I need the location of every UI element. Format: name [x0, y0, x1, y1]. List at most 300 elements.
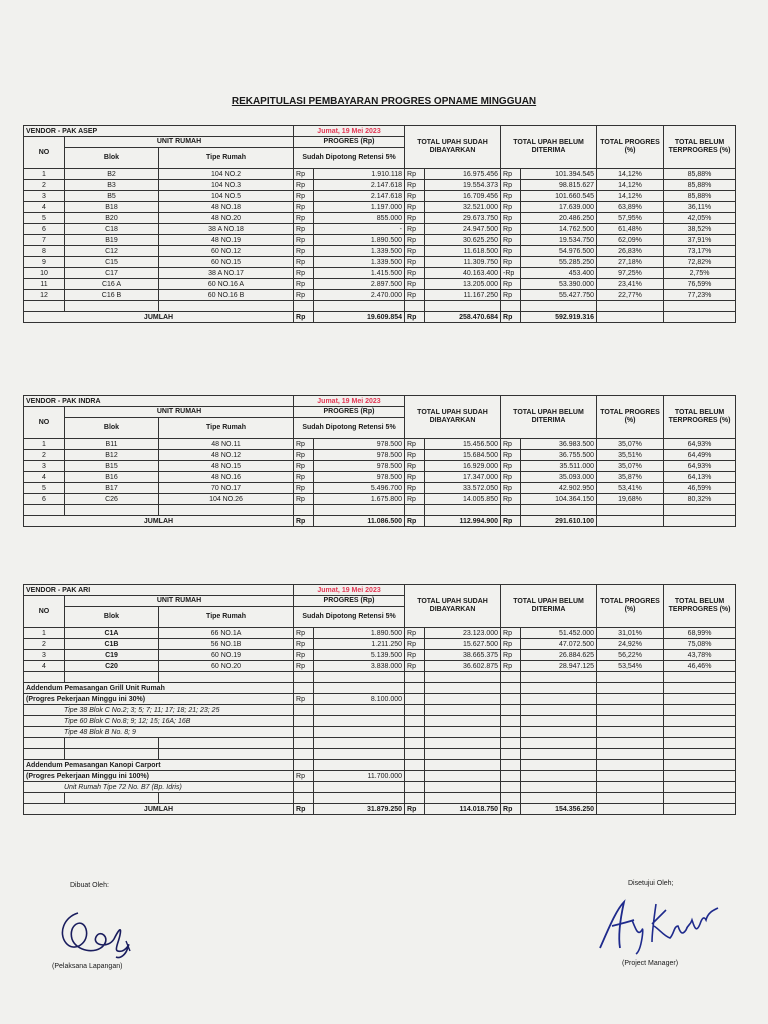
- rp-label: Rp: [294, 650, 314, 661]
- row-total-sudah: 30.625.250: [425, 235, 501, 246]
- vendor-table-ari: [23, 584, 736, 815]
- rp-label: Rp: [294, 279, 314, 290]
- addendum-line: Unit Rumah Tipe 72 No. B7 (Bp. Idris): [24, 782, 294, 793]
- rp-label: Rp: [501, 450, 521, 461]
- row-total-progres: 24,92%: [597, 639, 664, 650]
- empty-row: [24, 505, 736, 516]
- empty-cell: [521, 760, 597, 771]
- row-total-progres: 22,77%: [597, 290, 664, 301]
- row-progres: 1.415.500: [314, 268, 405, 279]
- empty-cell: [65, 301, 159, 312]
- row-no: 3: [24, 650, 65, 661]
- row-belum-terprogres: 64,49%: [664, 450, 736, 461]
- row-tipe: 48 NO.15: [159, 461, 294, 472]
- rp-label: Rp: [405, 224, 425, 235]
- empty-cell: [294, 782, 314, 793]
- table-row: [24, 494, 736, 505]
- empty-cell: [425, 683, 501, 694]
- empty-cell: [24, 749, 65, 760]
- row-total-progres: 19,68%: [597, 494, 664, 505]
- rp-label: Rp: [405, 268, 425, 279]
- row-total-sudah: 16.975.456: [425, 169, 501, 180]
- row-total-belum: 36.755.500: [521, 450, 597, 461]
- rp-label: Rp: [294, 494, 314, 505]
- table-row: [24, 257, 736, 268]
- row-blok: B18: [65, 202, 159, 213]
- rp-label: Rp: [501, 494, 521, 505]
- total-progres: 11.086.500: [314, 516, 405, 527]
- empty-cell: [425, 760, 501, 771]
- row-progres: 2.470.000: [314, 290, 405, 301]
- addendum-line: Tipe 38 Blok C No.2; 3; 5; 7; 11; 17; 18; 21; 23; 25: [24, 705, 294, 716]
- empty-cell: [425, 771, 501, 782]
- row-belum-terprogres: 76,59%: [664, 279, 736, 290]
- header-total-belum-terprogres: TOTAL BELUM TERPROGRES (%): [664, 396, 736, 439]
- row-progres: 2.147.618: [314, 180, 405, 191]
- empty-cell: [664, 683, 736, 694]
- row-no: 3: [24, 461, 65, 472]
- table-row: [24, 472, 736, 483]
- row-blok: C15: [65, 257, 159, 268]
- report-date: Jumat, 19 Mei 2023: [294, 585, 405, 596]
- empty-cell: [24, 301, 65, 312]
- rp-label: Rp: [405, 246, 425, 257]
- empty-cell: [294, 301, 314, 312]
- vendor-table-indra: [23, 395, 736, 527]
- row-total-progres: 23,41%: [597, 279, 664, 290]
- header-sudah-dipotong: Sudah Dipotong Retensi 5%: [294, 418, 405, 439]
- rp-label: -Rp: [501, 268, 521, 279]
- rp-label: Rp: [501, 257, 521, 268]
- page-title: REKAPITULASI PEMBAYARAN PROGRES OPNAME MINGGUAN: [231, 96, 537, 107]
- row-progres: 1.211.250: [314, 639, 405, 650]
- header-progres: PROGRES (Rp): [294, 596, 405, 607]
- row-total-sudah: 15.456.500: [425, 439, 501, 450]
- row-tipe: 48 NO.12: [159, 450, 294, 461]
- row-total-progres: 97,25%: [597, 268, 664, 279]
- row-tipe: 60 NO.12: [159, 246, 294, 257]
- row-total-belum: 104.364.150: [521, 494, 597, 505]
- empty-cell: [521, 716, 597, 727]
- row-belum-terprogres: 64,13%: [664, 472, 736, 483]
- row-belum-terprogres: 36,11%: [664, 202, 736, 213]
- addendum-line: Tipe 48 Blok B No. 8; 9: [24, 727, 294, 738]
- row-no: 3: [24, 191, 65, 202]
- rp-label: Rp: [501, 290, 521, 301]
- row-total-progres: 62,09%: [597, 235, 664, 246]
- rp-label: Rp: [294, 169, 314, 180]
- row-tipe: 70 NO.17: [159, 483, 294, 494]
- empty-cell: [425, 716, 501, 727]
- rp-label: Rp: [405, 628, 425, 639]
- row-tipe: 104 NO.3: [159, 180, 294, 191]
- header-blok: Blok: [65, 607, 159, 628]
- rp-label: Rp: [405, 450, 425, 461]
- empty-cell: [314, 760, 405, 771]
- rp-label: Rp: [501, 224, 521, 235]
- empty-cell: [521, 694, 597, 705]
- row-belum-terprogres: 72,82%: [664, 257, 736, 268]
- empty-cell: [597, 672, 664, 683]
- rp-label: Rp: [294, 694, 314, 705]
- empty-cell: [294, 716, 314, 727]
- row-total-progres: 53,54%: [597, 661, 664, 672]
- table-row: [24, 224, 736, 235]
- row-tipe: 60 NO.19: [159, 650, 294, 661]
- row-total-sudah: 15.684.500: [425, 450, 501, 461]
- row-total-sudah: 32.521.000: [425, 202, 501, 213]
- table-row: [24, 661, 736, 672]
- row-total-belum: 42.902.950: [521, 483, 597, 494]
- row-total-sudah: 11.309.750: [425, 257, 501, 268]
- header-no: NO: [24, 596, 65, 628]
- table-row: [24, 235, 736, 246]
- table-row: [24, 246, 736, 257]
- row-no: 2: [24, 180, 65, 191]
- total-belum: 592.919.316: [521, 312, 597, 323]
- rp-label: Rp: [501, 213, 521, 224]
- rp-label: Rp: [501, 639, 521, 650]
- header-sudah-dipotong: Sudah Dipotong Retensi 5%: [294, 148, 405, 169]
- empty-cell: [159, 749, 294, 760]
- rp-label: Rp: [294, 257, 314, 268]
- addendum-title: Addendum Pemasangan Kanopi Carport: [24, 760, 294, 771]
- row-progres: 1.197.000: [314, 202, 405, 213]
- row-progres: 5.496.700: [314, 483, 405, 494]
- row-belum-terprogres: 42,05%: [664, 213, 736, 224]
- header-total-belum: TOTAL UPAH BELUM DITERIMA: [501, 396, 597, 439]
- row-blok: B2: [65, 169, 159, 180]
- row-no: 4: [24, 202, 65, 213]
- table-row: [24, 483, 736, 494]
- empty-cell: [664, 727, 736, 738]
- row-no: 12: [24, 290, 65, 301]
- table-row: [24, 439, 736, 450]
- rp-label: Rp: [501, 180, 521, 191]
- empty-cell: [294, 505, 314, 516]
- row-total-sudah: 29.673.750: [425, 213, 501, 224]
- row-total-sudah: 16.709.456: [425, 191, 501, 202]
- empty-cell: [314, 672, 405, 683]
- row-progres: -: [314, 224, 405, 235]
- header-unit-rumah: UNIT RUMAH: [65, 407, 294, 418]
- rp-label: Rp: [294, 202, 314, 213]
- rp-label: Rp: [405, 235, 425, 246]
- row-blok: C19: [65, 650, 159, 661]
- header-unit-rumah: UNIT RUMAH: [65, 596, 294, 607]
- rp-label: Rp: [294, 224, 314, 235]
- empty-cell: [597, 793, 664, 804]
- empty-cell: [425, 301, 501, 312]
- header-total-belum: TOTAL UPAH BELUM DITERIMA: [501, 585, 597, 628]
- rp-label: Rp: [294, 771, 314, 782]
- empty-cell: [501, 760, 521, 771]
- vendor-table-asep: [23, 125, 736, 323]
- empty-cell: [425, 505, 501, 516]
- total-label: JUMLAH: [24, 312, 294, 323]
- row-progres: 978.500: [314, 472, 405, 483]
- row-no: 1: [24, 439, 65, 450]
- empty-cell: [664, 312, 736, 323]
- rp-label: Rp: [405, 191, 425, 202]
- empty-cell: [405, 793, 425, 804]
- row-blok: B3: [65, 180, 159, 191]
- row-total-progres: 14,12%: [597, 169, 664, 180]
- empty-cell: [521, 782, 597, 793]
- header-sudah-dipotong: Sudah Dipotong Retensi 5%: [294, 607, 405, 628]
- row-belum-terprogres: 77,23%: [664, 290, 736, 301]
- header-blok: Blok: [65, 418, 159, 439]
- empty-cell: [405, 301, 425, 312]
- rp-label: Rp: [294, 450, 314, 461]
- empty-cell: [664, 771, 736, 782]
- addendum-amount: 8.100.000: [314, 694, 405, 705]
- row-blok: C26: [65, 494, 159, 505]
- header-total-sudah: TOTAL UPAH SUDAH DIBAYARKAN: [405, 585, 501, 628]
- report-date: Jumat, 19 Mei 2023: [294, 126, 405, 137]
- empty-cell: [425, 749, 501, 760]
- rp-label: Rp: [501, 628, 521, 639]
- table-row: [24, 268, 736, 279]
- header-total-progres: TOTAL PROGRES (%): [597, 126, 664, 169]
- empty-cell: [597, 694, 664, 705]
- empty-cell: [425, 782, 501, 793]
- rp-label: Rp: [294, 191, 314, 202]
- empty-cell: [314, 705, 405, 716]
- rp-label: Rp: [294, 461, 314, 472]
- empty-cell: [405, 716, 425, 727]
- rp-label: Rp: [501, 483, 521, 494]
- empty-cell: [597, 760, 664, 771]
- row-total-progres: 63,89%: [597, 202, 664, 213]
- header-no: NO: [24, 407, 65, 439]
- row-total-sudah: 15.627.500: [425, 639, 501, 650]
- total-sudah: 258.470.684: [425, 312, 501, 323]
- empty-cell: [294, 793, 314, 804]
- empty-cell: [664, 716, 736, 727]
- rp-label: Rp: [501, 312, 521, 323]
- row-blok: B16: [65, 472, 159, 483]
- row-total-progres: 61,48%: [597, 224, 664, 235]
- row-no: 5: [24, 213, 65, 224]
- row-progres: 1.910.118: [314, 169, 405, 180]
- row-no: 7: [24, 235, 65, 246]
- rp-label: Rp: [405, 312, 425, 323]
- empty-cell: [597, 804, 664, 815]
- empty-cell: [294, 727, 314, 738]
- total-row: [24, 312, 736, 323]
- row-total-belum: 17.639.000: [521, 202, 597, 213]
- row-blok: C17: [65, 268, 159, 279]
- header-tipe: Tipe Rumah: [159, 418, 294, 439]
- total-sudah: 114.018.750: [425, 804, 501, 815]
- row-total-belum: 14.762.500: [521, 224, 597, 235]
- empty-cell: [521, 505, 597, 516]
- total-belum: 291.610.100: [521, 516, 597, 527]
- empty-cell: [65, 793, 159, 804]
- row-blok: B11: [65, 439, 159, 450]
- header-total-belum-terprogres: TOTAL BELUM TERPROGRES (%): [664, 126, 736, 169]
- empty-cell: [314, 793, 405, 804]
- empty-cell: [501, 738, 521, 749]
- empty-cell: [314, 716, 405, 727]
- empty-cell: [597, 505, 664, 516]
- row-belum-terprogres: 68,99%: [664, 628, 736, 639]
- row-progres: 855.000: [314, 213, 405, 224]
- row-belum-terprogres: 85,88%: [664, 180, 736, 191]
- row-blok: C16 B: [65, 290, 159, 301]
- rp-label: Rp: [405, 639, 425, 650]
- empty-cell: [294, 749, 314, 760]
- rp-label: Rp: [294, 804, 314, 815]
- empty-cell: [664, 672, 736, 683]
- header-no: NO: [24, 137, 65, 169]
- empty-cell: [521, 793, 597, 804]
- row-belum-terprogres: 37,91%: [664, 235, 736, 246]
- empty-cell: [597, 705, 664, 716]
- empty-cell: [664, 505, 736, 516]
- empty-cell: [405, 683, 425, 694]
- row-total-belum: 54.976.500: [521, 246, 597, 257]
- empty-cell: [597, 683, 664, 694]
- row-total-sudah: 40.163.400: [425, 268, 501, 279]
- approved-by-label: Disetujui Oleh;: [628, 880, 674, 887]
- empty-cell: [521, 727, 597, 738]
- empty-cell: [664, 705, 736, 716]
- row-belum-terprogres: 85,88%: [664, 191, 736, 202]
- row-total-sudah: 13.205.000: [425, 279, 501, 290]
- row-total-progres: 35,07%: [597, 439, 664, 450]
- rp-label: Rp: [501, 246, 521, 257]
- empty-cell: [597, 749, 664, 760]
- row-blok: C20: [65, 661, 159, 672]
- row-blok: C12: [65, 246, 159, 257]
- rp-label: Rp: [294, 628, 314, 639]
- table-row: [24, 202, 736, 213]
- header-tipe: Tipe Rumah: [159, 148, 294, 169]
- row-progres: 978.500: [314, 450, 405, 461]
- row-total-progres: 31,01%: [597, 628, 664, 639]
- empty-cell: [521, 705, 597, 716]
- addendum-amount: 11.700.000: [314, 771, 405, 782]
- empty-cell: [597, 738, 664, 749]
- empty-cell: [405, 694, 425, 705]
- row-tipe: 48 NO.11: [159, 439, 294, 450]
- row-no: 9: [24, 257, 65, 268]
- header-total-progres: TOTAL PROGRES (%): [597, 396, 664, 439]
- row-progres: 2.897.500: [314, 279, 405, 290]
- row-no: 1: [24, 169, 65, 180]
- row-total-belum: 28.947.125: [521, 661, 597, 672]
- row-total-belum: 47.072.500: [521, 639, 597, 650]
- empty-cell: [597, 716, 664, 727]
- empty-cell: [294, 738, 314, 749]
- table-row: [24, 650, 736, 661]
- row-belum-terprogres: 46,59%: [664, 483, 736, 494]
- header-total-belum: TOTAL UPAH BELUM DITERIMA: [501, 126, 597, 169]
- rp-label: Rp: [405, 180, 425, 191]
- row-total-progres: 14,12%: [597, 180, 664, 191]
- empty-cell: [425, 738, 501, 749]
- approved-by-role: (Project Manager): [622, 960, 679, 967]
- empty-cell: [597, 516, 664, 527]
- row-progres: 3.838.000: [314, 661, 405, 672]
- row-total-belum: 51.452.000: [521, 628, 597, 639]
- row-tipe: 48 NO.20: [159, 213, 294, 224]
- rp-label: Rp: [294, 235, 314, 246]
- rp-label: Rp: [294, 439, 314, 450]
- empty-cell: [501, 749, 521, 760]
- empty-cell: [664, 738, 736, 749]
- header-total-progres: TOTAL PROGRES (%): [597, 585, 664, 628]
- row-blok: B5: [65, 191, 159, 202]
- row-no: 5: [24, 483, 65, 494]
- row-belum-terprogres: 46,46%: [664, 661, 736, 672]
- empty-cell: [425, 705, 501, 716]
- empty-cell: [405, 672, 425, 683]
- row-total-sudah: 36.602.875: [425, 661, 501, 672]
- made-by-signature: [50, 895, 150, 965]
- rp-label: Rp: [405, 650, 425, 661]
- row-total-belum: 35.093.000: [521, 472, 597, 483]
- row-total-belum: 26.884.625: [521, 650, 597, 661]
- empty-cell: [521, 738, 597, 749]
- row-blok: B17: [65, 483, 159, 494]
- row-total-belum: 98.815.627: [521, 180, 597, 191]
- row-tipe: 38 A NO.18: [159, 224, 294, 235]
- row-total-belum: 20.486.250: [521, 213, 597, 224]
- empty-cell: [664, 749, 736, 760]
- row-total-belum: 101.394.545: [521, 169, 597, 180]
- empty-cell: [664, 793, 736, 804]
- empty-cell: [664, 301, 736, 312]
- row-tipe: 48 NO.19: [159, 235, 294, 246]
- empty-cell: [501, 505, 521, 516]
- header-total-belum-terprogres: TOTAL BELUM TERPROGRES (%): [664, 585, 736, 628]
- made-by-role: (Pelaksana Lapangan): [52, 963, 123, 970]
- rp-label: Rp: [405, 279, 425, 290]
- total-row: [24, 516, 736, 527]
- rp-label: Rp: [294, 661, 314, 672]
- rp-label: Rp: [405, 472, 425, 483]
- row-tipe: 56 NO.1B: [159, 639, 294, 650]
- empty-cell: [405, 771, 425, 782]
- row-no: 6: [24, 494, 65, 505]
- rp-label: Rp: [405, 290, 425, 301]
- empty-cell: [314, 782, 405, 793]
- rp-label: Rp: [294, 472, 314, 483]
- rp-label: Rp: [501, 439, 521, 450]
- empty-cell: [405, 705, 425, 716]
- empty-row: [24, 738, 736, 749]
- row-total-belum: 53.390.000: [521, 279, 597, 290]
- row-total-progres: 26,83%: [597, 246, 664, 257]
- empty-cell: [294, 760, 314, 771]
- row-belum-terprogres: 80,32%: [664, 494, 736, 505]
- row-blok: B12: [65, 450, 159, 461]
- row-total-progres: 35,07%: [597, 461, 664, 472]
- rp-label: Rp: [501, 472, 521, 483]
- empty-cell: [314, 683, 405, 694]
- total-belum: 154.356.250: [521, 804, 597, 815]
- rp-label: Rp: [501, 461, 521, 472]
- header-progres: PROGRES (Rp): [294, 137, 405, 148]
- row-tipe: 104 NO.5: [159, 191, 294, 202]
- row-tipe: 104 NO.2: [159, 169, 294, 180]
- row-tipe: 60 NO.20: [159, 661, 294, 672]
- approved-by-signature: [590, 890, 730, 960]
- vendor-name: VENDOR - PAK ASEP: [24, 126, 294, 137]
